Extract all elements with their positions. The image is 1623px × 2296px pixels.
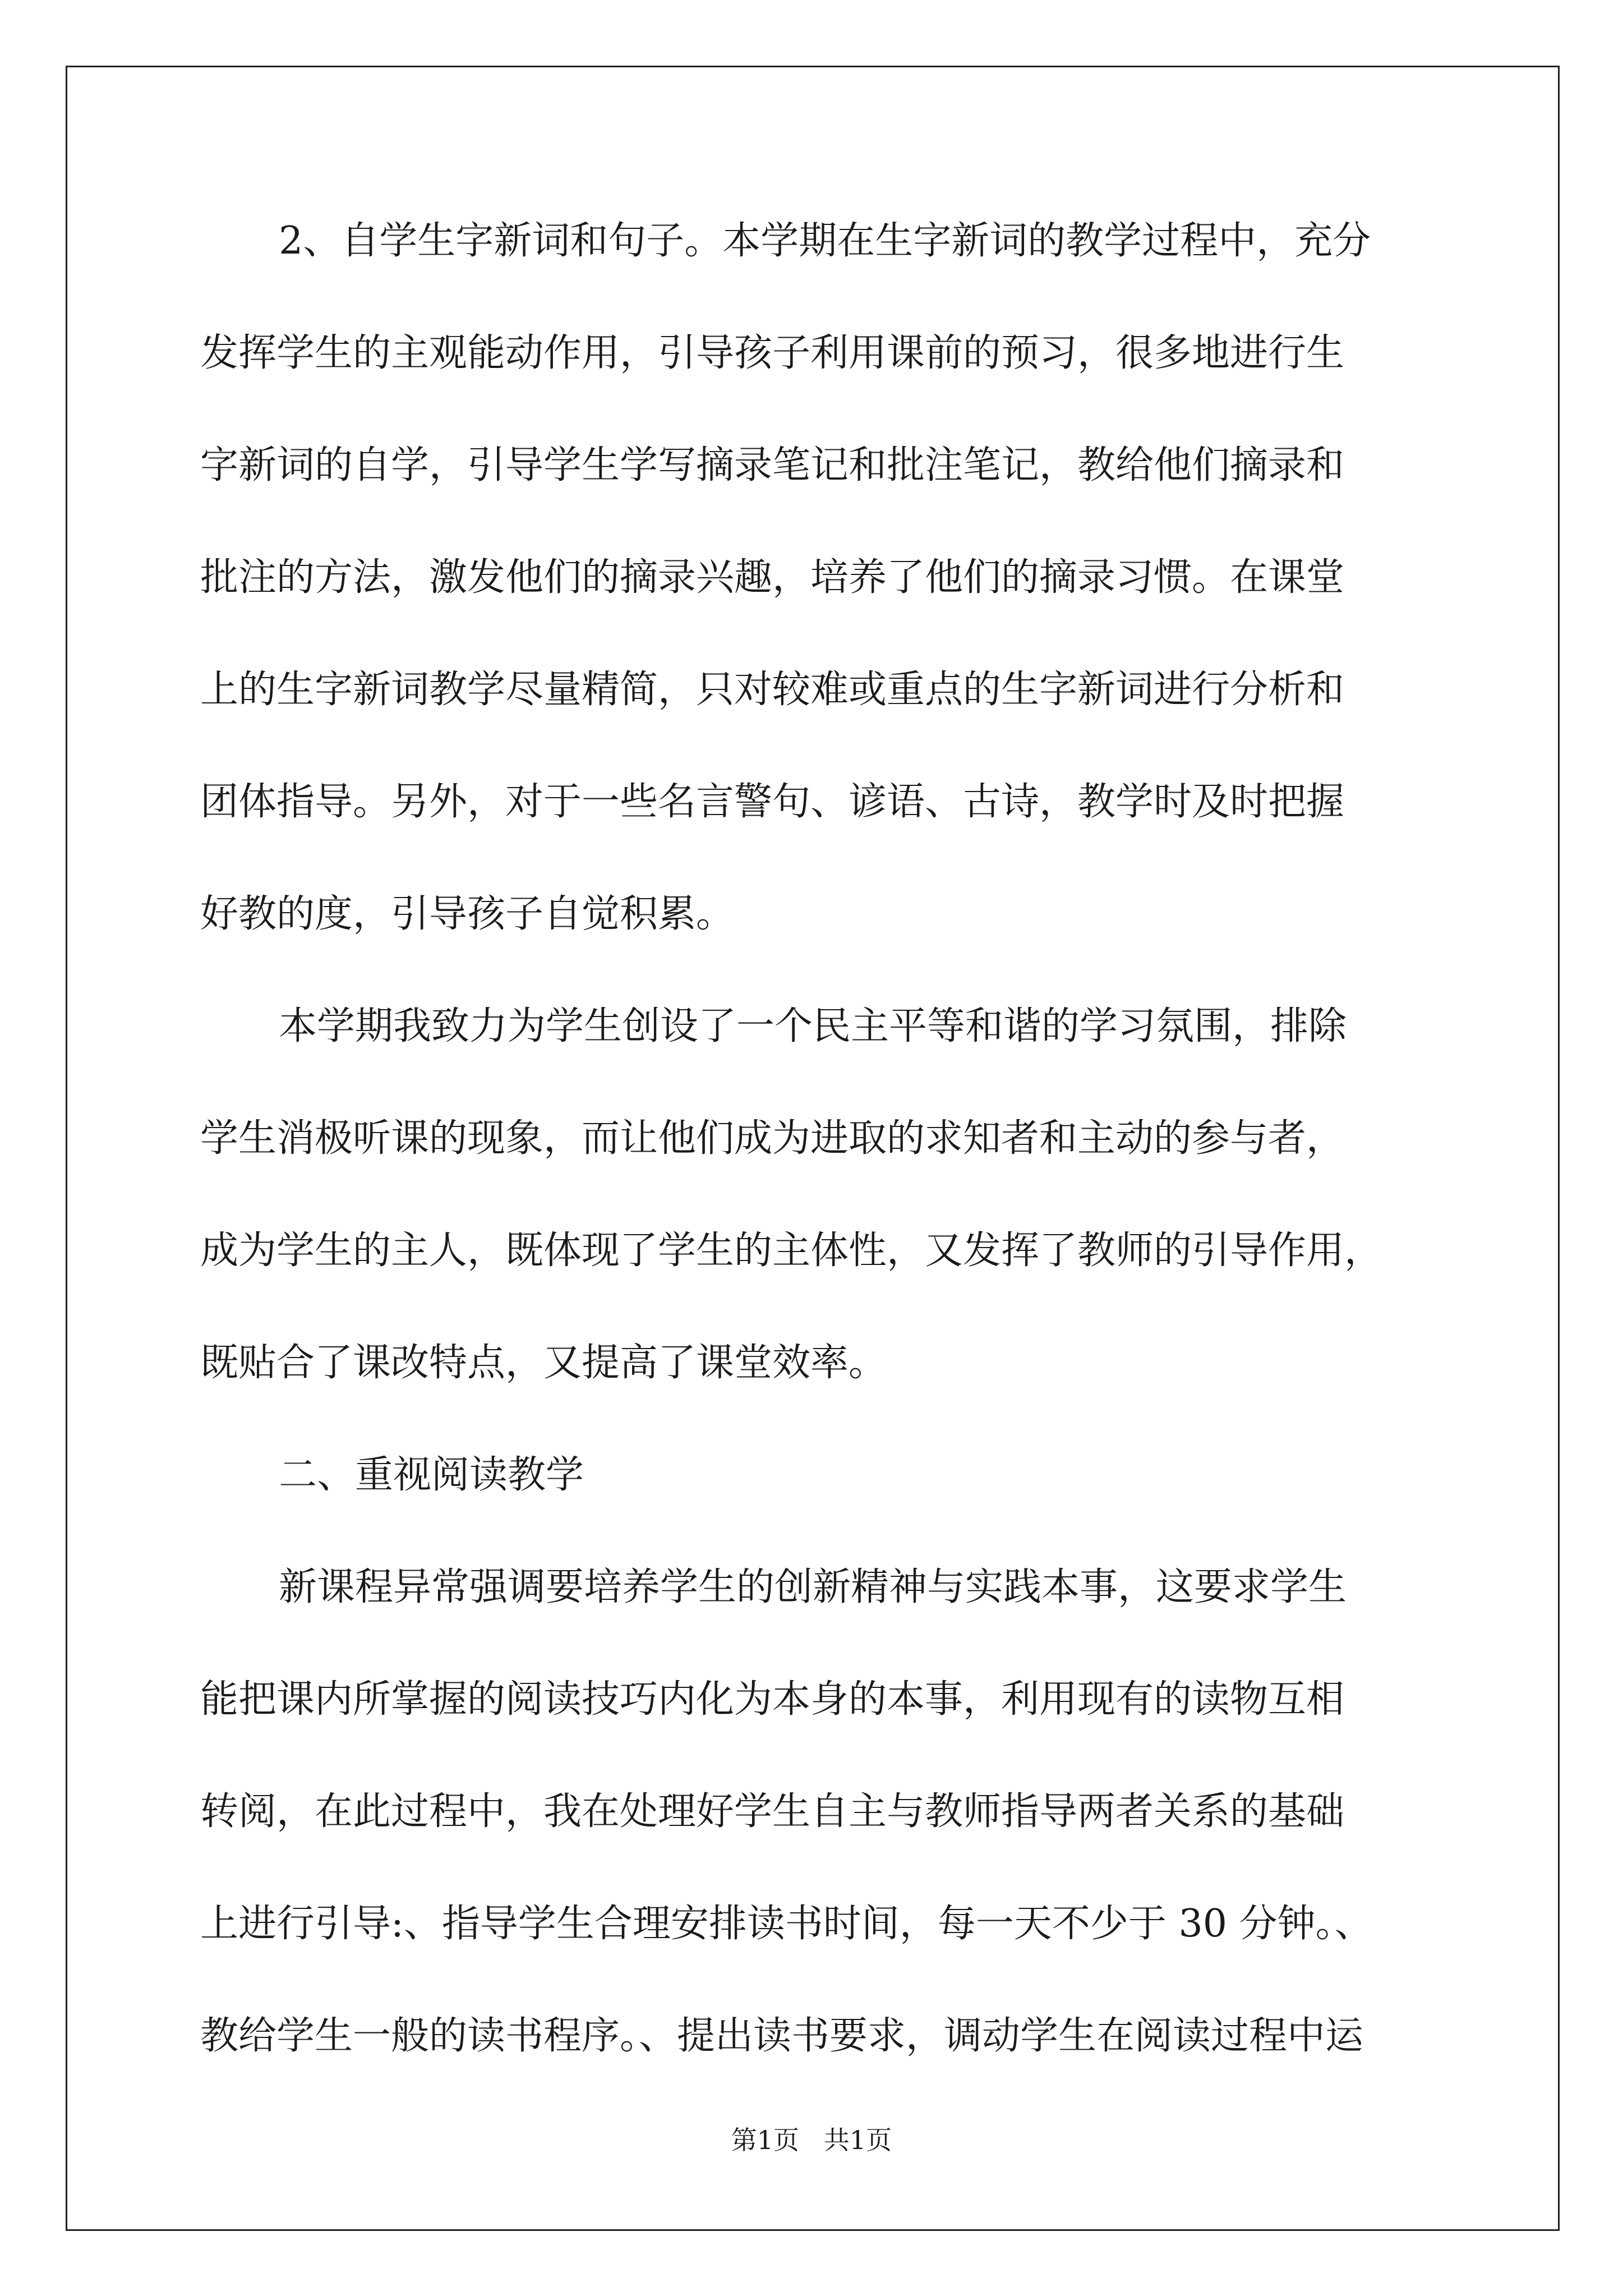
paragraph-line: 成为学生的主人，既体现了学生的主体性，又发挥了教师的引导作用， (200, 1228, 1383, 1273)
paragraph-line: 字新词的自学，引导学生学写摘录笔记和批注笔记，教给他们摘录和 (200, 443, 1345, 487)
paragraph-line: 2、自学生字新词和句子。本学期在生字新词的教学过程中，充分 (279, 219, 1371, 263)
paragraph-line: 上的生字新词教学尽量精简，只对较难或重点的生字新词进行分析和 (200, 668, 1345, 712)
paragraph-line: 转阅，在此过程中，我在处理好学生自主与教师指导两者关系的基础 (200, 1789, 1345, 1834)
section-heading: 二、重视阅读教学 (279, 1453, 584, 1497)
paragraph-line: 发挥学生的主观能动作用，引导孩子利用课前的预习，很多地进行生 (200, 331, 1345, 375)
paragraph-line: 新课程异常强调要培养学生的创新精神与实践本事，这要求学生 (279, 1565, 1347, 1609)
paragraph-line: 团体指导。另外，对于一些名言警句、谚语、古诗，教学时及时把握 (200, 780, 1345, 824)
page-number-footer: 第1页 共1页 (731, 2125, 892, 2155)
paragraph-line: 上进行引导:、指导学生合理安排读书时间，每一天不少于 30 分钟。、 (200, 1902, 1373, 1946)
paragraph-line: 教给学生一般的读书程序。、提出读书要求，调动学生在阅读过程中运 (200, 2014, 1364, 2058)
paragraph-line: 好教的度，引导孩子自觉积累。 (200, 892, 735, 936)
paragraph-line: 批注的方法，激发他们的摘录兴趣，培养了他们的摘录习惯。在课堂 (200, 555, 1345, 600)
paragraph-line: 学生消极听课的现象，而让他们成为进取的求知者和主动的参与者， (200, 1116, 1345, 1161)
paragraph-line: 本学期我致力为学生创设了一个民主平等和谐的学习氛围，排除 (279, 1004, 1347, 1048)
paragraph-line: 既贴合了课改特点，又提高了课堂效率。 (200, 1341, 887, 1385)
paragraph-line: 能把课内所掌握的阅读技巧内化为本身的本事，利用现有的读物互相 (200, 1677, 1345, 1722)
